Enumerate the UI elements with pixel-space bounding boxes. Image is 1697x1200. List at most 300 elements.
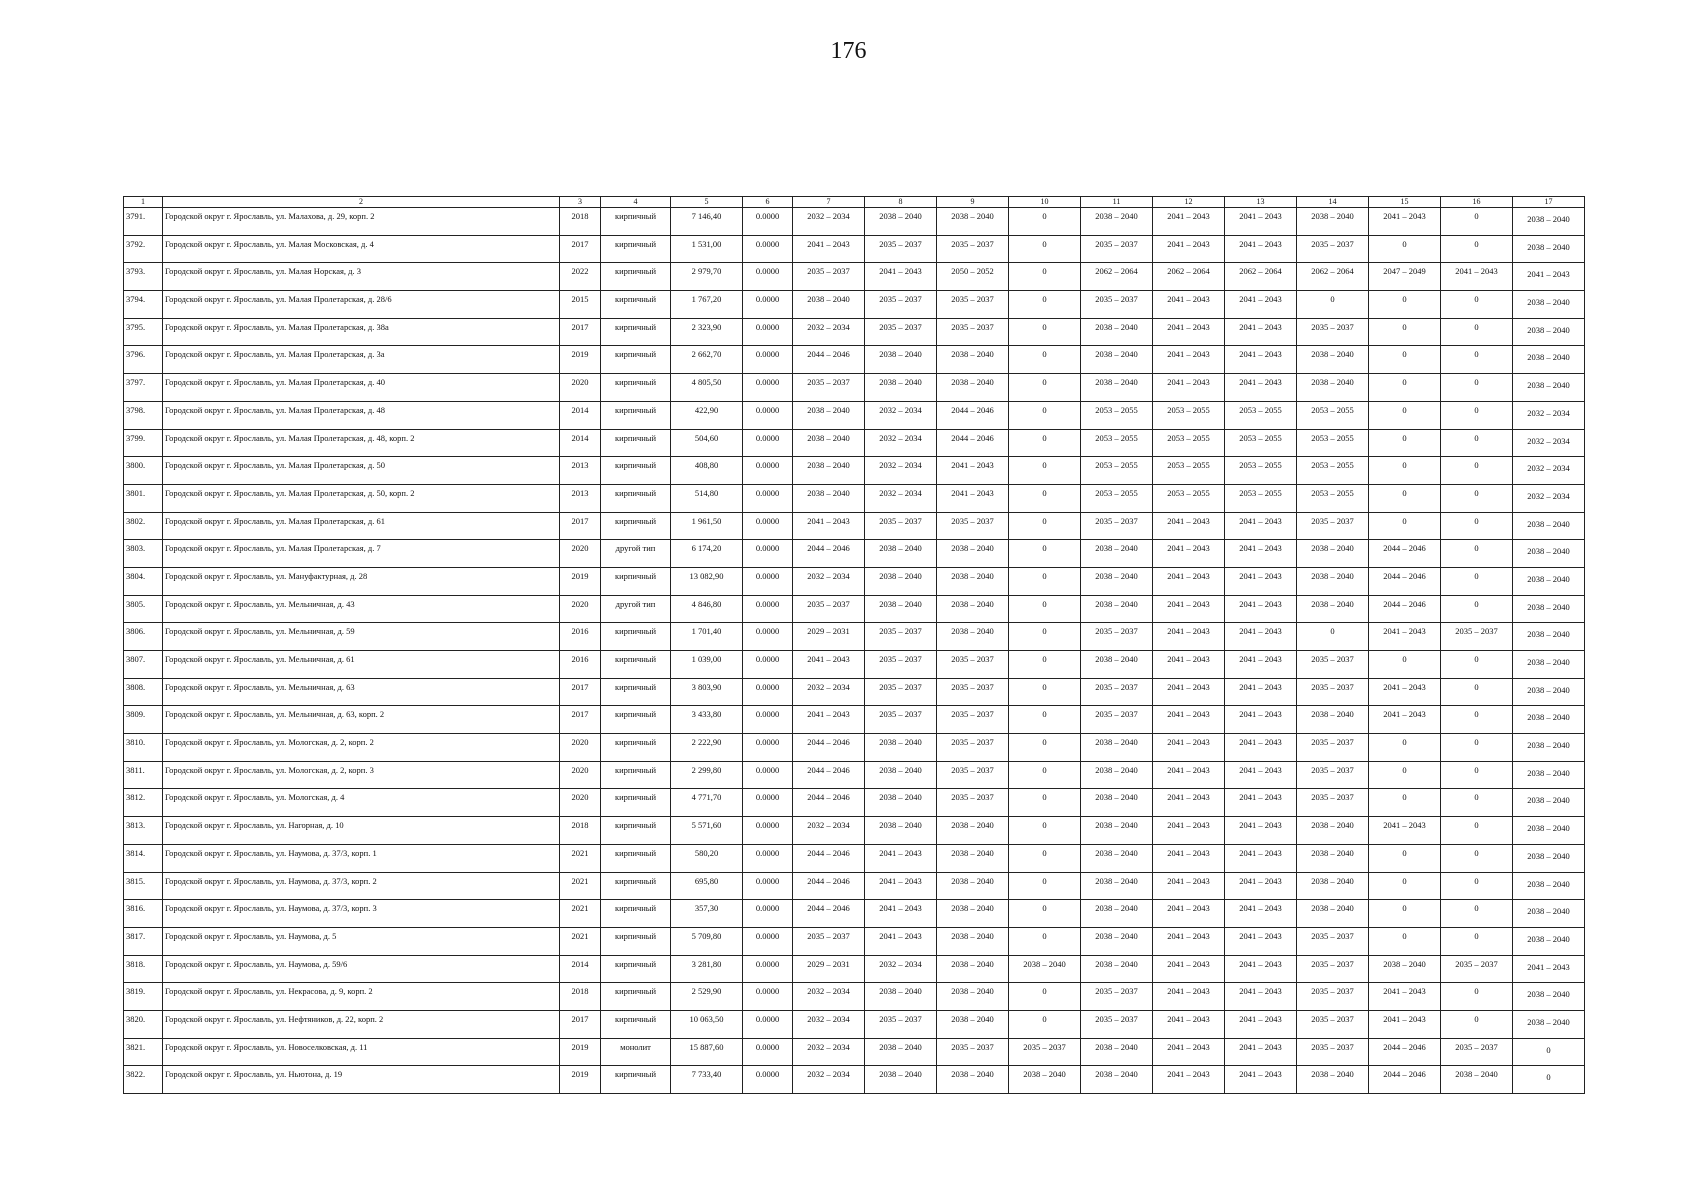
table-cell-col-9: 2038 – 2040 <box>937 623 1009 651</box>
table-cell-col-2: Городской округ г. Ярославль, ул. Мельничная, д. 43 <box>163 595 560 623</box>
table-cell-col-1: 3797. <box>124 374 163 402</box>
table-cell-col-9: 2038 – 2040 <box>937 374 1009 402</box>
table-cell-col-9: 2035 – 2037 <box>937 706 1009 734</box>
table-row <box>124 512 1585 540</box>
table-cell-col-17: 2038 – 2040 <box>1513 983 1585 1011</box>
table-cell-col-9: 2038 – 2040 <box>937 955 1009 983</box>
table-cell-col-12: 2041 – 2043 <box>1153 734 1225 762</box>
table-cell-col-3: 2020 <box>560 734 601 762</box>
table-cell-col-6: 0.0000 <box>743 540 793 568</box>
table-cell-col-13: 2041 – 2043 <box>1225 1066 1297 1094</box>
table-cell-col-11: 2053 – 2055 <box>1081 484 1153 512</box>
table-cell-col-11: 2038 – 2040 <box>1081 651 1153 679</box>
table-cell-col-14: 2035 – 2037 <box>1297 651 1369 679</box>
table-cell-col-4: кирпичный <box>601 734 671 762</box>
table-cell-col-12: 2041 – 2043 <box>1153 291 1225 319</box>
table-cell-col-7: 2044 – 2046 <box>793 734 865 762</box>
table-cell-col-17: 2038 – 2040 <box>1513 291 1585 319</box>
table-cell-col-16: 0 <box>1441 512 1513 540</box>
table-cell-col-7: 2038 – 2040 <box>793 291 865 319</box>
table-cell-col-6: 0.0000 <box>743 318 793 346</box>
table-cell-col-14: 2053 – 2055 <box>1297 429 1369 457</box>
table-cell-col-3: 2014 <box>560 401 601 429</box>
table-cell-col-17: 2038 – 2040 <box>1513 817 1585 845</box>
table-cell-col-7: 2044 – 2046 <box>793 761 865 789</box>
table-cell-col-2: Городской округ г. Ярославль, ул. Нагорная, д. 10 <box>163 817 560 845</box>
table-cell-col-4: кирпичный <box>601 235 671 263</box>
table-cell-col-11: 2035 – 2037 <box>1081 1010 1153 1038</box>
table-cell-col-11: 2038 – 2040 <box>1081 318 1153 346</box>
table-cell-col-16: 2038 – 2040 <box>1441 1066 1513 1094</box>
table-cell-col-14: 2038 – 2040 <box>1297 540 1369 568</box>
table-cell-col-4: монолит <box>601 1038 671 1066</box>
table-cell-col-14: 2035 – 2037 <box>1297 512 1369 540</box>
table-cell-col-12: 2041 – 2043 <box>1153 1066 1225 1094</box>
table-cell-col-5: 13 082,90 <box>671 567 743 595</box>
table-cell-col-9: 2035 – 2037 <box>937 512 1009 540</box>
table-cell-col-3: 2021 <box>560 844 601 872</box>
table-cell-col-7: 2044 – 2046 <box>793 900 865 928</box>
table-cell-col-12: 2041 – 2043 <box>1153 1010 1225 1038</box>
table-cell-col-3: 2017 <box>560 512 601 540</box>
table-cell-col-15: 2041 – 2043 <box>1369 817 1441 845</box>
table-cell-col-8: 2038 – 2040 <box>865 595 937 623</box>
table-row <box>124 678 1585 706</box>
table-cell-col-1: 3812. <box>124 789 163 817</box>
table-cell-col-14: 2035 – 2037 <box>1297 983 1369 1011</box>
table-cell-col-14: 2053 – 2055 <box>1297 401 1369 429</box>
table-cell-col-14: 2053 – 2055 <box>1297 484 1369 512</box>
table-cell-col-10: 0 <box>1009 706 1081 734</box>
table-cell-col-10: 0 <box>1009 235 1081 263</box>
table-cell-col-11: 2038 – 2040 <box>1081 346 1153 374</box>
table-cell-col-1: 3807. <box>124 651 163 679</box>
table-row <box>124 318 1585 346</box>
column-header-12: 12 <box>1153 197 1225 208</box>
table-cell-col-4: кирпичный <box>601 401 671 429</box>
table-cell-col-6: 0.0000 <box>743 900 793 928</box>
table-cell-col-16: 0 <box>1441 761 1513 789</box>
table-cell-col-14: 2038 – 2040 <box>1297 1066 1369 1094</box>
table-cell-col-12: 2041 – 2043 <box>1153 955 1225 983</box>
table-cell-col-16: 2035 – 2037 <box>1441 955 1513 983</box>
column-header-8: 8 <box>865 197 937 208</box>
table-cell-col-11: 2038 – 2040 <box>1081 1038 1153 1066</box>
table-cell-col-13: 2041 – 2043 <box>1225 734 1297 762</box>
table-cell-col-5: 580,20 <box>671 844 743 872</box>
table-cell-col-8: 2035 – 2037 <box>865 318 937 346</box>
table-cell-col-16: 0 <box>1441 844 1513 872</box>
table-cell-col-15: 0 <box>1369 900 1441 928</box>
table-row <box>124 927 1585 955</box>
table-cell-col-8: 2038 – 2040 <box>865 346 937 374</box>
table-cell-col-5: 6 174,20 <box>671 540 743 568</box>
table-cell-col-17: 2038 – 2040 <box>1513 761 1585 789</box>
table-cell-col-15: 0 <box>1369 429 1441 457</box>
table-cell-col-8: 2035 – 2037 <box>865 1010 937 1038</box>
table-cell-col-16: 0 <box>1441 706 1513 734</box>
table-cell-col-15: 2041 – 2043 <box>1369 1010 1441 1038</box>
table-cell-col-11: 2038 – 2040 <box>1081 844 1153 872</box>
table-cell-col-3: 2015 <box>560 291 601 319</box>
table-cell-col-4: кирпичный <box>601 567 671 595</box>
table-cell-col-16: 0 <box>1441 318 1513 346</box>
table-cell-col-14: 2038 – 2040 <box>1297 374 1369 402</box>
table-cell-col-13: 2041 – 2043 <box>1225 651 1297 679</box>
table-cell-col-15: 0 <box>1369 761 1441 789</box>
table-cell-col-1: 3820. <box>124 1010 163 1038</box>
table-cell-col-1: 3813. <box>124 817 163 845</box>
table-row <box>124 817 1585 845</box>
table-cell-col-17: 2038 – 2040 <box>1513 512 1585 540</box>
table-cell-col-8: 2035 – 2037 <box>865 651 937 679</box>
table-cell-col-11: 2035 – 2037 <box>1081 983 1153 1011</box>
table-cell-col-13: 2041 – 2043 <box>1225 872 1297 900</box>
table-cell-col-14: 2038 – 2040 <box>1297 208 1369 236</box>
table-cell-col-14: 0 <box>1297 291 1369 319</box>
table-cell-col-5: 2 222,90 <box>671 734 743 762</box>
table-cell-col-6: 0.0000 <box>743 955 793 983</box>
table-cell-col-11: 2038 – 2040 <box>1081 595 1153 623</box>
table-cell-col-6: 0.0000 <box>743 374 793 402</box>
table-cell-col-6: 0.0000 <box>743 263 793 291</box>
table-cell-col-7: 2038 – 2040 <box>793 484 865 512</box>
table-cell-col-17: 2038 – 2040 <box>1513 540 1585 568</box>
table-cell-col-6: 0.0000 <box>743 872 793 900</box>
table-cell-col-6: 0.0000 <box>743 595 793 623</box>
table-cell-col-2: Городской округ г. Ярославль, ул. Малая Московская, д. 4 <box>163 235 560 263</box>
table-row <box>124 955 1585 983</box>
table-cell-col-9: 2035 – 2037 <box>937 789 1009 817</box>
table-cell-col-15: 2044 – 2046 <box>1369 1066 1441 1094</box>
table-cell-col-7: 2044 – 2046 <box>793 789 865 817</box>
table-cell-col-3: 2013 <box>560 457 601 485</box>
table-cell-col-2: Городской округ г. Ярославль, ул. Малая Пролетарская, д. 50, корп. 2 <box>163 484 560 512</box>
table-cell-col-11: 2053 – 2055 <box>1081 429 1153 457</box>
table-cell-col-3: 2020 <box>560 789 601 817</box>
table-cell-col-17: 2038 – 2040 <box>1513 374 1585 402</box>
table-cell-col-1: 3803. <box>124 540 163 568</box>
column-header-15: 15 <box>1369 197 1441 208</box>
table-cell-col-16: 0 <box>1441 789 1513 817</box>
table-cell-col-5: 504,60 <box>671 429 743 457</box>
table-row <box>124 567 1585 595</box>
table-cell-col-17: 2038 – 2040 <box>1513 595 1585 623</box>
table-cell-col-6: 0.0000 <box>743 651 793 679</box>
table-cell-col-1: 3796. <box>124 346 163 374</box>
table-cell-col-5: 4 805,50 <box>671 374 743 402</box>
table-cell-col-16: 2035 – 2037 <box>1441 1038 1513 1066</box>
table-cell-col-11: 2038 – 2040 <box>1081 900 1153 928</box>
table-cell-col-12: 2041 – 2043 <box>1153 983 1225 1011</box>
table-cell-col-4: кирпичный <box>601 429 671 457</box>
table-cell-col-7: 2035 – 2037 <box>793 927 865 955</box>
table-cell-col-8: 2032 – 2034 <box>865 401 937 429</box>
table-cell-col-12: 2041 – 2043 <box>1153 540 1225 568</box>
table-cell-col-10: 0 <box>1009 291 1081 319</box>
table-cell-col-13: 2041 – 2043 <box>1225 1038 1297 1066</box>
table-cell-col-17: 2038 – 2040 <box>1513 706 1585 734</box>
table-cell-col-4: другой тип <box>601 595 671 623</box>
table-cell-col-6: 0.0000 <box>743 678 793 706</box>
table-cell-col-17: 2038 – 2040 <box>1513 346 1585 374</box>
table-cell-col-16: 0 <box>1441 900 1513 928</box>
table-cell-col-11: 2035 – 2037 <box>1081 678 1153 706</box>
table-cell-col-17: 2038 – 2040 <box>1513 900 1585 928</box>
table-cell-col-11: 2038 – 2040 <box>1081 761 1153 789</box>
table-cell-col-2: Городской округ г. Ярославль, ул. Малая Пролетарская, д. 61 <box>163 512 560 540</box>
table-cell-col-7: 2035 – 2037 <box>793 595 865 623</box>
table-cell-col-15: 0 <box>1369 374 1441 402</box>
table-cell-col-5: 3 433,80 <box>671 706 743 734</box>
table-cell-col-9: 2035 – 2037 <box>937 291 1009 319</box>
column-header-3: 3 <box>560 197 601 208</box>
table-cell-col-15: 0 <box>1369 927 1441 955</box>
table-cell-col-9: 2038 – 2040 <box>937 900 1009 928</box>
table-cell-col-6: 0.0000 <box>743 429 793 457</box>
table-cell-col-16: 2035 – 2037 <box>1441 623 1513 651</box>
table-cell-col-17: 2038 – 2040 <box>1513 789 1585 817</box>
table-cell-col-10: 0 <box>1009 844 1081 872</box>
table-cell-col-11: 2035 – 2037 <box>1081 512 1153 540</box>
table-cell-col-11: 2035 – 2037 <box>1081 706 1153 734</box>
table-cell-col-17: 2041 – 2043 <box>1513 955 1585 983</box>
table-cell-col-10: 0 <box>1009 540 1081 568</box>
table-cell-col-4: кирпичный <box>601 457 671 485</box>
table-row <box>124 457 1585 485</box>
table-cell-col-3: 2017 <box>560 235 601 263</box>
table-cell-col-11: 2038 – 2040 <box>1081 540 1153 568</box>
table-cell-col-1: 3805. <box>124 595 163 623</box>
table-cell-col-5: 1 531,00 <box>671 235 743 263</box>
table-cell-col-10: 0 <box>1009 761 1081 789</box>
table-cell-col-4: кирпичный <box>601 318 671 346</box>
table-cell-col-1: 3814. <box>124 844 163 872</box>
table-row <box>124 623 1585 651</box>
table-cell-col-7: 2035 – 2037 <box>793 374 865 402</box>
column-header-9: 9 <box>937 197 1009 208</box>
table-cell-col-10: 0 <box>1009 595 1081 623</box>
table-cell-col-6: 0.0000 <box>743 235 793 263</box>
table-row <box>124 540 1585 568</box>
table-cell-col-11: 2038 – 2040 <box>1081 789 1153 817</box>
table-row <box>124 900 1585 928</box>
table-cell-col-9: 2038 – 2040 <box>937 844 1009 872</box>
table-cell-col-1: 3818. <box>124 955 163 983</box>
table-cell-col-4: кирпичный <box>601 817 671 845</box>
table-cell-col-9: 2041 – 2043 <box>937 484 1009 512</box>
table-cell-col-10: 0 <box>1009 484 1081 512</box>
table-cell-col-5: 2 323,90 <box>671 318 743 346</box>
table-cell-col-13: 2041 – 2043 <box>1225 595 1297 623</box>
table-cell-col-15: 0 <box>1369 484 1441 512</box>
column-header-2: 2 <box>163 197 560 208</box>
table-cell-col-14: 2035 – 2037 <box>1297 761 1369 789</box>
table-cell-col-12: 2062 – 2064 <box>1153 263 1225 291</box>
table-cell-col-11: 2038 – 2040 <box>1081 208 1153 236</box>
table-cell-col-5: 4 846,80 <box>671 595 743 623</box>
table-cell-col-15: 0 <box>1369 789 1441 817</box>
table-cell-col-2: Городской округ г. Ярославль, ул. Некрасова, д. 9, корп. 2 <box>163 983 560 1011</box>
table-cell-col-1: 3792. <box>124 235 163 263</box>
table-cell-col-10: 0 <box>1009 1010 1081 1038</box>
table-cell-col-10: 0 <box>1009 318 1081 346</box>
table-cell-col-13: 2041 – 2043 <box>1225 761 1297 789</box>
table-cell-col-10: 0 <box>1009 734 1081 762</box>
table-row <box>124 872 1585 900</box>
table-cell-col-12: 2041 – 2043 <box>1153 1038 1225 1066</box>
table-cell-col-4: другой тип <box>601 540 671 568</box>
table-cell-col-10: 0 <box>1009 900 1081 928</box>
page-number: 176 <box>830 38 867 64</box>
table-cell-col-12: 2053 – 2055 <box>1153 429 1225 457</box>
table-cell-col-9: 2038 – 2040 <box>937 595 1009 623</box>
table-cell-col-14: 2038 – 2040 <box>1297 817 1369 845</box>
table-row <box>124 734 1585 762</box>
table-cell-col-4: кирпичный <box>601 706 671 734</box>
table-cell-col-3: 2021 <box>560 872 601 900</box>
column-header-14: 14 <box>1297 197 1369 208</box>
table-cell-col-1: 3799. <box>124 429 163 457</box>
table-cell-col-5: 15 887,60 <box>671 1038 743 1066</box>
table-cell-col-2: Городской округ г. Ярославль, ул. Ньютона, д. 19 <box>163 1066 560 1094</box>
table-cell-col-16: 0 <box>1441 872 1513 900</box>
table-cell-col-10: 0 <box>1009 401 1081 429</box>
table-cell-col-6: 0.0000 <box>743 291 793 319</box>
column-header-13: 13 <box>1225 197 1297 208</box>
table-cell-col-13: 2041 – 2043 <box>1225 706 1297 734</box>
table-cell-col-2: Городской округ г. Ярославль, ул. Мануфактурная, д. 28 <box>163 567 560 595</box>
table-cell-col-7: 2041 – 2043 <box>793 706 865 734</box>
table-cell-col-17: 2038 – 2040 <box>1513 734 1585 762</box>
table-row <box>124 263 1585 291</box>
table-cell-col-16: 0 <box>1441 817 1513 845</box>
header-row <box>124 197 1585 208</box>
table-cell-col-1: 3815. <box>124 872 163 900</box>
table-cell-col-4: кирпичный <box>601 291 671 319</box>
table-cell-col-5: 7 733,40 <box>671 1066 743 1094</box>
table-cell-col-11: 2035 – 2037 <box>1081 235 1153 263</box>
table-cell-col-1: 3791. <box>124 208 163 236</box>
table-cell-col-8: 2035 – 2037 <box>865 512 937 540</box>
table-cell-col-15: 0 <box>1369 291 1441 319</box>
table-cell-col-4: кирпичный <box>601 872 671 900</box>
table-cell-col-8: 2038 – 2040 <box>865 208 937 236</box>
table-cell-col-14: 2038 – 2040 <box>1297 844 1369 872</box>
table-cell-col-10: 2038 – 2040 <box>1009 955 1081 983</box>
table-cell-col-16: 0 <box>1441 401 1513 429</box>
table-row <box>124 401 1585 429</box>
table-cell-col-4: кирпичный <box>601 844 671 872</box>
repair-schedule-table <box>123 196 1585 1094</box>
table-cell-col-4: кирпичный <box>601 761 671 789</box>
table-cell-col-1: 3795. <box>124 318 163 346</box>
table-cell-col-17: 2038 – 2040 <box>1513 927 1585 955</box>
table-cell-col-9: 2050 – 2052 <box>937 263 1009 291</box>
table-cell-col-5: 2 662,70 <box>671 346 743 374</box>
column-header-16: 16 <box>1441 197 1513 208</box>
table-cell-col-2: Городской округ г. Ярославль, ул. Наумова, д. 37/3, корп. 1 <box>163 844 560 872</box>
table-cell-col-5: 5 571,60 <box>671 817 743 845</box>
table-cell-col-13: 2053 – 2055 <box>1225 484 1297 512</box>
table-cell-col-17: 2038 – 2040 <box>1513 567 1585 595</box>
table-cell-col-9: 2038 – 2040 <box>937 208 1009 236</box>
table-cell-col-2: Городской округ г. Ярославль, ул. Малая Пролетарская, д. 40 <box>163 374 560 402</box>
table-cell-col-15: 0 <box>1369 346 1441 374</box>
table-cell-col-8: 2041 – 2043 <box>865 844 937 872</box>
table-cell-col-14: 2035 – 2037 <box>1297 789 1369 817</box>
table-cell-col-2: Городской округ г. Ярославль, ул. Малая Пролетарская, д. 48 <box>163 401 560 429</box>
table-cell-col-4: кирпичный <box>601 900 671 928</box>
table-cell-col-15: 0 <box>1369 651 1441 679</box>
table-cell-col-11: 2038 – 2040 <box>1081 927 1153 955</box>
table-cell-col-8: 2041 – 2043 <box>865 263 937 291</box>
table-row <box>124 789 1585 817</box>
table-cell-col-5: 3 281,80 <box>671 955 743 983</box>
table-cell-col-3: 2013 <box>560 484 601 512</box>
table-cell-col-6: 0.0000 <box>743 623 793 651</box>
table-cell-col-12: 2041 – 2043 <box>1153 235 1225 263</box>
table-cell-col-17: 2038 – 2040 <box>1513 678 1585 706</box>
table-cell-col-14: 2035 – 2037 <box>1297 235 1369 263</box>
table-row <box>124 706 1585 734</box>
table-cell-col-10: 0 <box>1009 872 1081 900</box>
table-cell-col-13: 2041 – 2043 <box>1225 844 1297 872</box>
table-cell-col-1: 3806. <box>124 623 163 651</box>
table-cell-col-8: 2038 – 2040 <box>865 1066 937 1094</box>
column-header-6: 6 <box>743 197 793 208</box>
table-cell-col-9: 2041 – 2043 <box>937 457 1009 485</box>
table-cell-col-16: 0 <box>1441 540 1513 568</box>
table-cell-col-1: 3821. <box>124 1038 163 1066</box>
table-cell-col-6: 0.0000 <box>743 983 793 1011</box>
table-cell-col-14: 2035 – 2037 <box>1297 955 1369 983</box>
table-row <box>124 1038 1585 1066</box>
table-cell-col-9: 2035 – 2037 <box>937 318 1009 346</box>
table-cell-col-13: 2053 – 2055 <box>1225 457 1297 485</box>
column-header-5: 5 <box>671 197 743 208</box>
table-cell-col-15: 0 <box>1369 844 1441 872</box>
table-cell-col-5: 2 299,80 <box>671 761 743 789</box>
table-cell-col-13: 2041 – 2043 <box>1225 291 1297 319</box>
table-cell-col-9: 2038 – 2040 <box>937 1010 1009 1038</box>
table-cell-col-10: 0 <box>1009 512 1081 540</box>
table-cell-col-14: 2053 – 2055 <box>1297 457 1369 485</box>
table-cell-col-5: 4 771,70 <box>671 789 743 817</box>
table-cell-col-13: 2041 – 2043 <box>1225 208 1297 236</box>
table-cell-col-5: 3 803,90 <box>671 678 743 706</box>
table-cell-col-8: 2038 – 2040 <box>865 1038 937 1066</box>
table-cell-col-3: 2014 <box>560 429 601 457</box>
table-cell-col-16: 0 <box>1441 567 1513 595</box>
column-header-7: 7 <box>793 197 865 208</box>
table-cell-col-10: 2035 – 2037 <box>1009 1038 1081 1066</box>
table-cell-col-4: кирпичный <box>601 208 671 236</box>
table-cell-col-8: 2038 – 2040 <box>865 734 937 762</box>
table-cell-col-5: 695,80 <box>671 872 743 900</box>
table-cell-col-15: 0 <box>1369 401 1441 429</box>
table-cell-col-15: 0 <box>1369 457 1441 485</box>
table-cell-col-9: 2038 – 2040 <box>937 540 1009 568</box>
table-cell-col-4: кирпичный <box>601 927 671 955</box>
table-cell-col-11: 2062 – 2064 <box>1081 263 1153 291</box>
table-cell-col-16: 0 <box>1441 374 1513 402</box>
table-row <box>124 374 1585 402</box>
table-cell-col-3: 2022 <box>560 263 601 291</box>
table-cell-col-5: 357,30 <box>671 900 743 928</box>
table-cell-col-3: 2020 <box>560 761 601 789</box>
table-cell-col-9: 2035 – 2037 <box>937 235 1009 263</box>
